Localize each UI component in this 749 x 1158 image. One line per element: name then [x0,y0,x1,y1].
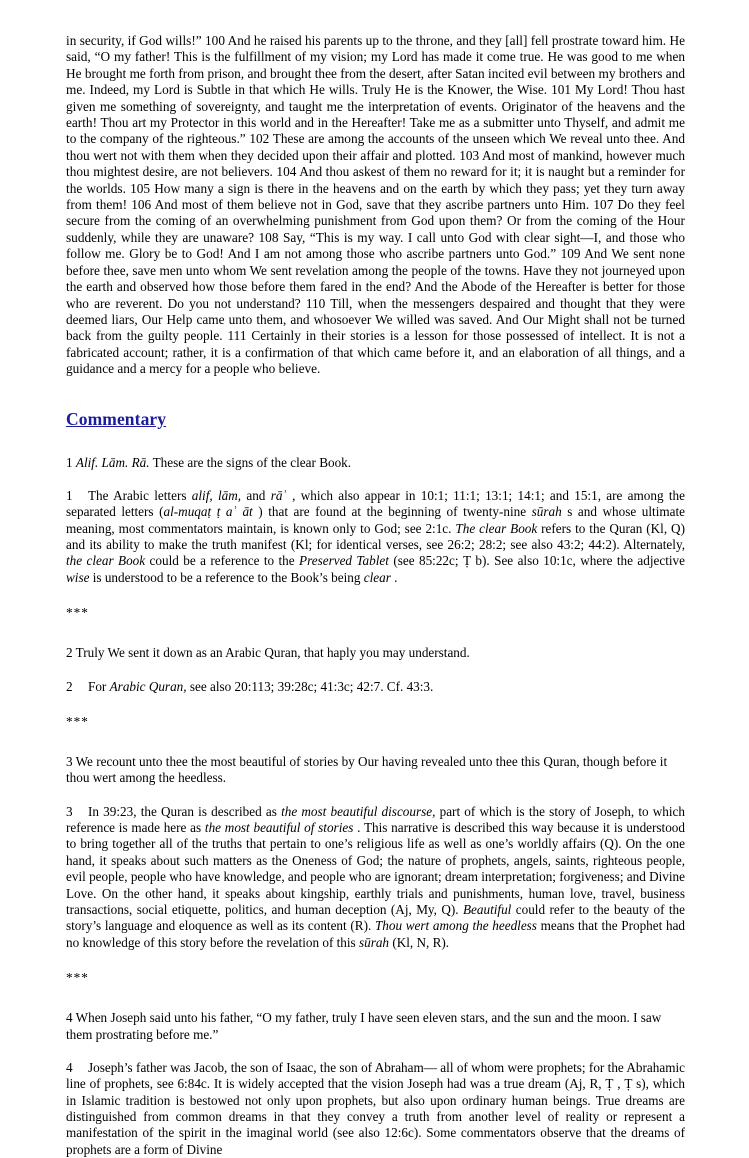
verse-text-1 [66,455,685,471]
verse-body-1: Alif. Lām. Rā. These are the signs of the clear Book. [75,454,352,470]
section-separator-3: *** [66,970,89,986]
commentary-note-3 [66,804,685,952]
note-number-2: 2 [66,678,73,694]
note-number-4: 4 [66,1059,73,1075]
commentary-note-2 [66,679,685,695]
verse-number-1: 1 [66,454,73,470]
commentary-note-1 [66,488,685,586]
verse-text-4 [66,1010,685,1043]
note-body-1: The Arabic letters alif, lām, and rāʾ , which also appear in 10:1; 11:1; 13:1; 14:1; and 15:1, are among the separated letters (al-muqaṭ ṭ aʾ āt ) that are found at the beginning of twenty-nine sūrah s and whose ultimate meaning, most commentators maintain, is known only to God; see 2:1c. The clear Book refers to the Quran (Kl, Q) and its ability to make the truth manifest (Kl; for identical verses, see 26:2; 28:2; see also 43:2; 44:2). Alternately, the clear Book could be a reference to the Preserved Tablet (see 85:22c; Ṭ b). See also 10:1c, where the adjective wise is understood to be a reference to the Book’s being clear . [66,487,685,585]
verse-number-2: 2 [66,645,73,661]
note-body-4: Joseph’s father was Jacob, the son of Isaac, the son of Abraham— all of whom were prophets; for the Abrahamic line of prophets, see 6:84c. It is widely accepted that the vision Joseph had was a true dream (Aj, R, Ṭ , Ṭ s), which in Islamic tradition is bestowed not only upon prophets, but also upon ordinary human beings. True dreams are distinguished from common dreams in that they convey a truth from another level of reality or represent a manifestation of the spirit in the imaginal world (see also 12:6c). Some commentators observe that the dreams of prophets are a form of Divine [66,1059,685,1157]
verse-text-2 [66,645,685,661]
commentary-heading: Commentary [66,408,167,429]
note-number-3: 3 [66,803,73,819]
commentary-note-4 [66,1060,685,1158]
verse-text-3 [66,754,685,787]
note-number-1: 1 [66,487,73,503]
verse-number-3: 3 [66,753,73,769]
verse-body-3: We recount unto thee the most beautiful of stories by Our having revealed unto thee this Quran, though before it thou wert among the heedless. [66,753,668,786]
section-separator-1: *** [66,605,89,621]
section-separator-2: *** [66,713,89,729]
note-body-3: In 39:23, the Quran is described as the most beautiful discourse, part of which is the story of Joseph, to which reference is made here as the most beautiful of stories . This narrative is described this way because it is understood to bring together all of the truths that pertain to one’s religious life as well as one’s worldly affairs (Q). On the one hand, it speaks about such matters as the Oneness of God; the nature of prophets, angels, saints, righteous people, evil people, people who have knowledge, and people who are ignorant; dream interpretation; forgiveness; and Divine Love. On the other hand, it speaks about kingship, earthly trials and punishments, human love, travel, business transactions, social etiquette, politics, and human deception (Aj, My, Q). Beautiful could refer to the beauty of the story’s language and eloquence as well as its content (R). Thou wert among the heedless means that the Prophet had no knowledge of this story before the revelation of this sūrah (Kl, N, R). [66,803,686,950]
quran-verses-paragraph: in security, if God wills!” 100 And he raised his parents up to the throne, and they [all] fell prostrate toward him. He said, “O my father! This is the fulfillment of my vision; my Lord has made it come true. He was good to me when He brought me forth from prison, and brought thee from the desert, after Satan incited evil between my brothers and me. Indeed, my Lord is Subtle in that which He wills. Truly He is the Knower, the Wise. 101 My Lord! Thou hast given me something of sovereignty, and taught me the interpretation of events. Originator of the heavens and the earth! Thou art my Protector in this world and in the Hereafter! Take me as a submitter unto Thyself, and admit me to the company of the righteous.” 102 These are among the accounts of the unseen which We reveal unto thee. And thou wert not with them when they decided upon their affair and plotted. 103 And most of mankind, however much thou mightest desire, are not believers. 104 And thou askest of them no reward for it; it is naught but a reminder for the worlds. 105 How many a sign is there in the heavens and on the earth by which they pass; yet they turn away from them! 106 And most of them believe not in God, save that they ascribe partners unto Him. 107 Do they feel secure from the coming of an overwhelming punishment from God upon them? Or from the coming of the Hour suddenly, while they are unaware? 108 Say, “This is my way. I call unto God with clear sight—I, and those who follow me. Glory be to God! And I am not among those who ascribe partners unto God.” 109 And We sent none before thee, save men unto whom We sent revelation among the people of the towns. Have they not journeyed upon the earth and observed how those before them fared in the end? And the Abode of the Hereafter is better for those who are reverent. Do you not understand? 110 Till, when the messengers despaired and thought that they were deemed liars, Our Help came unto them, and whosoever We willed was saved. And Our Might shall not be turned back from the guilty people. 111 Certainly in their stories is a lesson for those possessed of intellect. It is not a fabricated account; rather, it is a confirmation of that which came before it, and an elaboration of all things, and a guidance and a mercy for a people who believe. [66,33,685,377]
note-body-2: For Arabic Quran, see also 20:113; 39:28c; 41:3c; 42:7. Cf. 43:3. [88,678,434,694]
verse-number-4: 4 [66,1010,73,1026]
verse-body-4: When Joseph said unto his father, “O my father, truly I have seen eleven stars, and the sun and the moon. I saw them prostrating before me.” [66,1010,662,1042]
verse-body-2: Truly We sent it down as an Arabic Quran, that haply you may understand. [75,645,470,661]
